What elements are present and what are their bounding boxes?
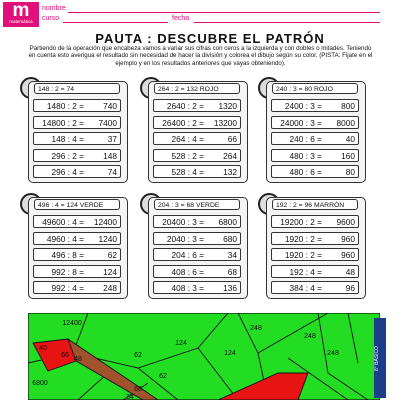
operation-card [258,77,373,182]
operation-expression: 480 : 3 = [289,150,322,161]
coloring-puzzle [28,313,380,400]
operation-expression: 496 : 8 = [51,250,84,261]
operation-row [271,116,359,129]
operation-row [271,132,359,145]
date-label: fecha [172,15,190,22]
operation-row [153,232,241,245]
operation-row [153,265,241,278]
card-header: 192 : 2 = 96 MARRÓN [272,199,358,210]
operation-card [140,193,255,298]
operation-row [33,232,121,245]
operation-expression: 24000 : 3 = [280,117,322,128]
operation-row [271,149,359,162]
operation-result: 48 [345,266,355,277]
puzzle-label: 34 [126,394,134,400]
operation-result: 960 [341,250,355,261]
operation-row [33,265,121,278]
operation-row [33,99,121,112]
operation-result: 34 [227,250,237,261]
operation-row [153,149,241,162]
puzzle-label: 48 [74,356,82,363]
operation-expression: 296 : 4 = [51,167,84,178]
operation-expression: 192 : 4 = [289,266,322,277]
operation-row [153,99,241,112]
operation-expression: 296 : 2 = [51,150,84,161]
instructions-text: Partiendo de la operación que encabeza vamos a variar sus cifras con ceros a la izquierda y con dobles o mitades. Teniendo en cuenta esto averigua el resultado sin necesidad de hacer la división y colorea el dibujo según su color. (PISTA: Fijate en el ejemplo y en los resultados anteriores que vayas obteniendo). [28,45,373,67]
operation-result: 13200 [213,117,237,128]
operation-row [33,215,121,228]
operation-expression: 26400 : 2 = [162,117,204,128]
logo-letter: m [12,0,30,21]
operation-expression: 1480 : 2 = [46,101,84,111]
operation-expression: 204 : 6 = [171,250,204,261]
operation-result: 1240 [98,233,117,244]
operation-result: 132 [223,167,237,178]
operation-expression: 992 : 8 = [51,266,84,277]
operation-row [271,248,359,261]
operation-expression: 528 : 2 = [171,150,204,161]
operation-result: 800 [341,101,355,111]
card-header: 240 : 3 = 80 ROJO [272,83,358,94]
puzzle-label: 62 [134,352,142,359]
operation-result: 96 [345,283,355,294]
date-line[interactable] [194,22,380,23]
operation-expression: 4960 : 4 = [46,233,84,244]
card-rows [271,99,359,182]
operation-result: 264 [223,150,237,161]
operation-expression: 20400 : 3 = [162,217,204,227]
operation-expression: 1920 : 2 = [284,250,322,261]
puzzle-label: 12400 [62,320,82,327]
operation-result: 1320 [218,101,237,111]
puzzle-label: 66 [61,352,69,359]
operation-result: 62 [107,250,117,261]
operation-expression: 528 : 4 = [171,167,204,178]
operation-row [271,99,359,112]
operation-expression: 992 : 4 = [51,283,84,294]
operation-row [271,232,359,245]
operation-card [20,193,135,298]
operation-row [153,165,241,178]
operation-expression: 14800 : 2 = [42,117,84,128]
operation-expression: 264 : 4 = [171,134,204,145]
operation-result: 248 [103,283,117,294]
operation-result: 124 [103,266,117,277]
puzzle-label: 40 [39,345,47,352]
operation-row [153,248,241,261]
operation-expression: 384 : 4 = [289,283,322,294]
puzzle-label: 124 [175,340,187,347]
operation-result: 74 [107,167,117,178]
operation-row [33,248,121,261]
card-rows [153,99,241,182]
operation-expression: 2040 : 3 = [166,233,204,244]
card-rows [33,99,121,182]
card-header: 496 : 4 = 124 VERDE [34,199,120,210]
operation-expression: 480 : 6 = [289,167,322,178]
puzzle-label: 124 [224,350,236,357]
card-header: 148 : 2 = 74 [34,83,120,94]
course-label: curso [42,15,60,22]
page-title: PAUTA : DESCUBRE EL PATRÓN [95,31,325,46]
operation-row [33,165,121,178]
operation-expression: 19200 : 2 = [280,217,322,227]
operation-card [140,77,255,182]
operation-result: 40 [345,134,355,145]
card-header: 264 : 2 = 132 ROJO [154,83,240,94]
card-rows [271,215,359,298]
course-line[interactable] [63,22,168,23]
puzzle-label: 248 [304,333,316,340]
card-rows [153,215,241,298]
operation-expression: 2640 : 2 = [166,101,204,111]
card-header: 204 : 3 = 68 VERDE [154,199,240,210]
operation-expression: 408 : 3 = [171,283,204,294]
operation-result: 7400 [98,117,117,128]
name-line[interactable] [68,12,380,13]
operation-result: 136 [223,283,237,294]
grade-side-tab: 8° BÁSICO [374,318,386,398]
operation-expression: 49600 : 4 = [42,217,84,227]
puzzle-label: 248 [250,325,262,332]
operation-expression: 148 : 4 = [51,134,84,145]
operation-row [271,215,359,228]
operation-result: 37 [107,134,117,145]
operation-result: 960 [341,233,355,244]
logo-subtitle: matemática [9,19,33,24]
operation-card [258,193,373,298]
operation-row [271,165,359,178]
operation-row [153,132,241,145]
operation-result: 740 [103,101,117,111]
operation-result: 68 [227,266,237,277]
puzzle-label: 248 [327,350,339,357]
puzzle-label: 68 [134,386,142,393]
operation-result: 12400 [93,217,117,227]
operation-card [20,77,135,182]
operation-result: 80 [345,167,355,178]
operation-result: 680 [223,233,237,244]
operation-result: 6800 [218,217,237,227]
puzzle-label: 62 [159,373,167,380]
operation-result: 66 [227,134,237,145]
name-label: nombre [42,5,66,12]
puzzle-label: 6800 [32,380,48,387]
operation-result: 8000 [336,117,355,128]
operation-expression: 408 : 6 = [171,266,204,277]
operation-row [271,265,359,278]
operation-row [33,281,121,294]
operation-result: 9600 [336,217,355,227]
operation-row [153,116,241,129]
operation-result: 148 [103,150,117,161]
operation-expression: 240 : 6 = [289,134,322,145]
brand-logo [3,2,39,27]
operation-row [33,116,121,129]
operation-row [153,215,241,228]
operation-row [33,132,121,145]
operation-row [153,281,241,294]
operation-result: 160 [341,150,355,161]
operation-row [33,149,121,162]
operation-expression: 1920 : 2 = [284,233,322,244]
operation-expression: 2400 : 3 = [284,101,322,111]
operation-row [271,281,359,294]
card-rows [33,215,121,298]
